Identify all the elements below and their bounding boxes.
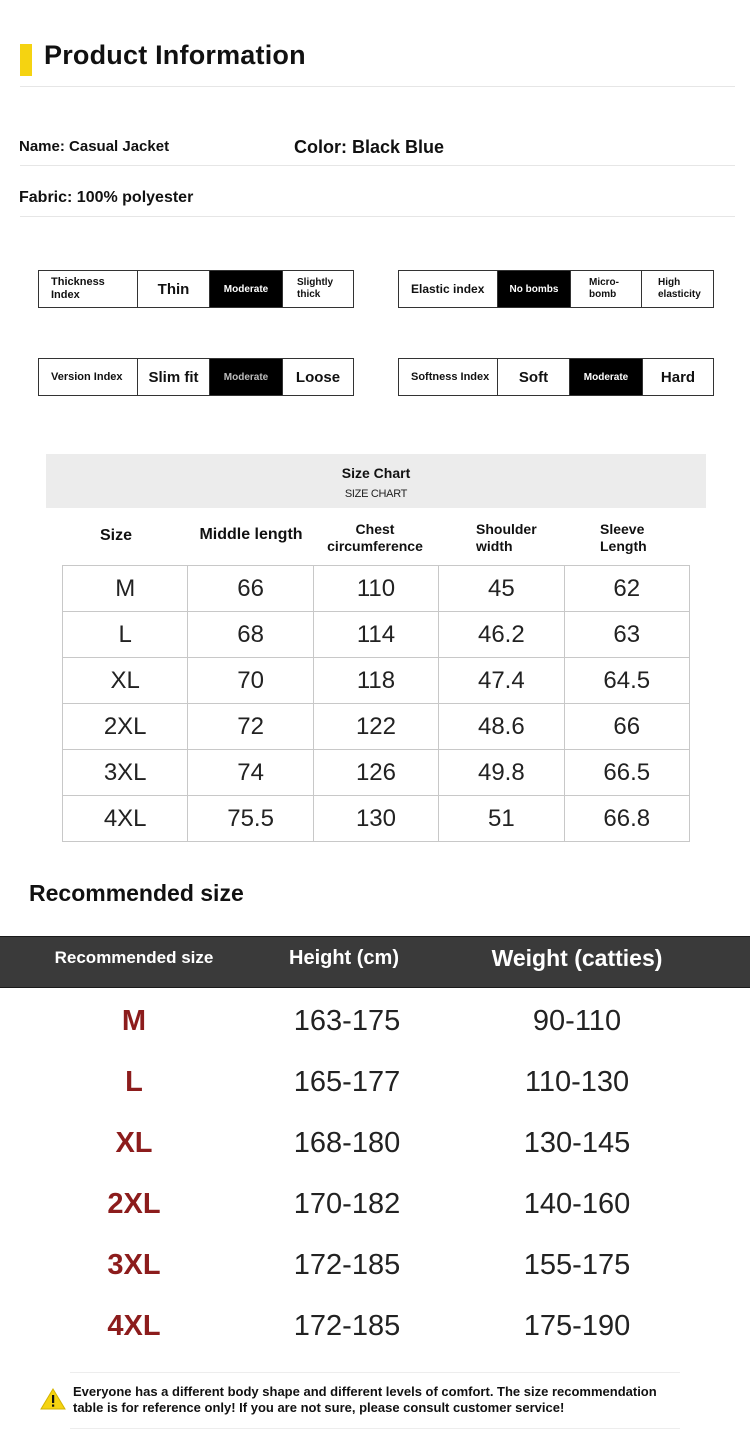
elastic-option-no-bombs-selected: No bombs <box>497 271 570 307</box>
version-index-label: Version Index <box>51 370 123 383</box>
divider <box>20 216 735 217</box>
divider <box>20 86 735 87</box>
rec-height-value: 168-180 <box>293 1127 401 1159</box>
rec-size-label: M <box>121 1005 147 1037</box>
elastic-index-label: Elastic index <box>411 281 485 296</box>
header-accent-bar <box>20 44 32 76</box>
table-cell: 66 <box>564 704 689 750</box>
rec-col-header-height: Height (cm) <box>289 947 399 969</box>
table-row <box>63 612 690 658</box>
table-cell: 2XL <box>63 704 188 750</box>
table-cell: 122 <box>313 704 438 750</box>
table-cell: 114 <box>313 612 438 658</box>
table-cell: 70 <box>188 658 313 704</box>
version-option-loose: Loose <box>282 359 353 395</box>
thickness-option-moderate-selected: Moderate <box>209 271 282 307</box>
softness-index-label: Softness Index <box>411 370 490 383</box>
divider <box>70 1372 680 1373</box>
rec-weight-value: 130-145 <box>523 1127 631 1159</box>
col-header-shoulder: Shoulder width <box>476 521 537 554</box>
rec-size-label: XL <box>115 1127 153 1159</box>
col-header-chest: Chest circumference <box>327 521 423 554</box>
rec-col-header-size: Recommended size <box>54 948 214 967</box>
size-chart-subtitle: SIZE CHART <box>344 488 408 500</box>
table-row <box>63 796 690 842</box>
version-index <box>38 358 354 396</box>
table-cell: 63 <box>564 612 689 658</box>
table-row <box>63 704 690 750</box>
size-disclaimer: Everyone has a different body shape and different levels of comfort. The size recommendation table is for reference only! If you are not sure, please consult customer service! <box>73 1384 657 1415</box>
table-cell: 3XL <box>63 750 188 796</box>
table-cell: M <box>63 566 188 612</box>
thickness-option-thin: Thin <box>137 271 209 307</box>
table-cell: 72 <box>188 704 313 750</box>
elastic-option-high-elasticity: High elasticity <box>641 271 713 307</box>
table-cell: 49.8 <box>439 750 564 796</box>
table-cell: 51 <box>439 796 564 842</box>
divider <box>20 165 735 166</box>
table-cell: 74 <box>188 750 313 796</box>
table-cell: 48.6 <box>439 704 564 750</box>
elastic-index <box>398 270 714 308</box>
table-row <box>63 750 690 796</box>
rec-size-label: 3XL <box>107 1249 161 1281</box>
rec-size-label: 4XL <box>107 1310 161 1342</box>
rec-weight-value: 175-190 <box>523 1310 631 1342</box>
table-row <box>63 658 690 704</box>
rec-col-header-weight: Weight (catties) <box>491 945 663 971</box>
rec-height-value: 170-182 <box>293 1188 401 1220</box>
table-cell: 126 <box>313 750 438 796</box>
table-cell: XL <box>63 658 188 704</box>
product-name: Name: Casual Jacket <box>19 138 170 155</box>
table-cell: 62 <box>564 566 689 612</box>
table-cell: 46.2 <box>439 612 564 658</box>
rec-height-value: 163-175 <box>293 1005 401 1037</box>
product-color: Color: Black Blue <box>294 137 445 157</box>
col-header-sleeve: Sleeve Length <box>600 521 647 554</box>
rec-height-value: 172-185 <box>293 1310 401 1342</box>
rec-height-value: 172-185 <box>293 1249 401 1281</box>
table-cell: 118 <box>313 658 438 704</box>
table-cell: 68 <box>188 612 313 658</box>
rec-weight-value: 155-175 <box>523 1249 631 1281</box>
rec-weight-value: 140-160 <box>523 1188 631 1220</box>
softness-option-moderate-selected: Moderate <box>569 359 642 395</box>
table-cell: 66.5 <box>564 750 689 796</box>
thickness-option-slightly-thick: Slightly thick <box>282 271 353 307</box>
version-option-moderate-selected: Moderate <box>209 359 282 395</box>
size-chart-title: Size Chart <box>341 465 411 481</box>
table-cell: 4XL <box>63 796 188 842</box>
table-cell: 75.5 <box>188 796 313 842</box>
table-cell: 64.5 <box>564 658 689 704</box>
table-cell: 47.4 <box>439 658 564 704</box>
rec-size-label: L <box>125 1066 143 1098</box>
warning-triangle-icon <box>40 1388 66 1410</box>
col-header-size: Size <box>99 527 132 544</box>
thickness-index-label: Thickness Index <box>51 276 105 301</box>
version-option-slim-fit: Slim fit <box>137 359 209 395</box>
rec-height-value: 165-177 <box>293 1066 401 1098</box>
page-title: Product Information <box>44 40 306 70</box>
softness-option-hard: Hard <box>642 359 713 395</box>
table-cell: L <box>63 612 188 658</box>
recommended-size-title: Recommended size <box>29 880 244 906</box>
table-cell: 45 <box>439 566 564 612</box>
softness-index <box>398 358 714 396</box>
table-row <box>63 566 690 612</box>
rec-weight-value: 110-130 <box>524 1066 630 1098</box>
thickness-index <box>38 270 354 308</box>
table-cell: 66.8 <box>564 796 689 842</box>
table-cell: 66 <box>188 566 313 612</box>
table-cell: 130 <box>313 796 438 842</box>
table-cell: 110 <box>313 566 438 612</box>
divider <box>70 1428 680 1429</box>
rec-size-label: 2XL <box>107 1188 161 1220</box>
product-fabric: Fabric: 100% polyester <box>19 189 194 206</box>
softness-option-soft: Soft <box>497 359 569 395</box>
size-chart-table <box>62 565 690 842</box>
elastic-option-micro-bomb: Micro- bomb <box>570 271 641 307</box>
col-header-middle-length: Middle length <box>199 526 303 543</box>
rec-weight-value: 90-110 <box>532 1005 622 1037</box>
